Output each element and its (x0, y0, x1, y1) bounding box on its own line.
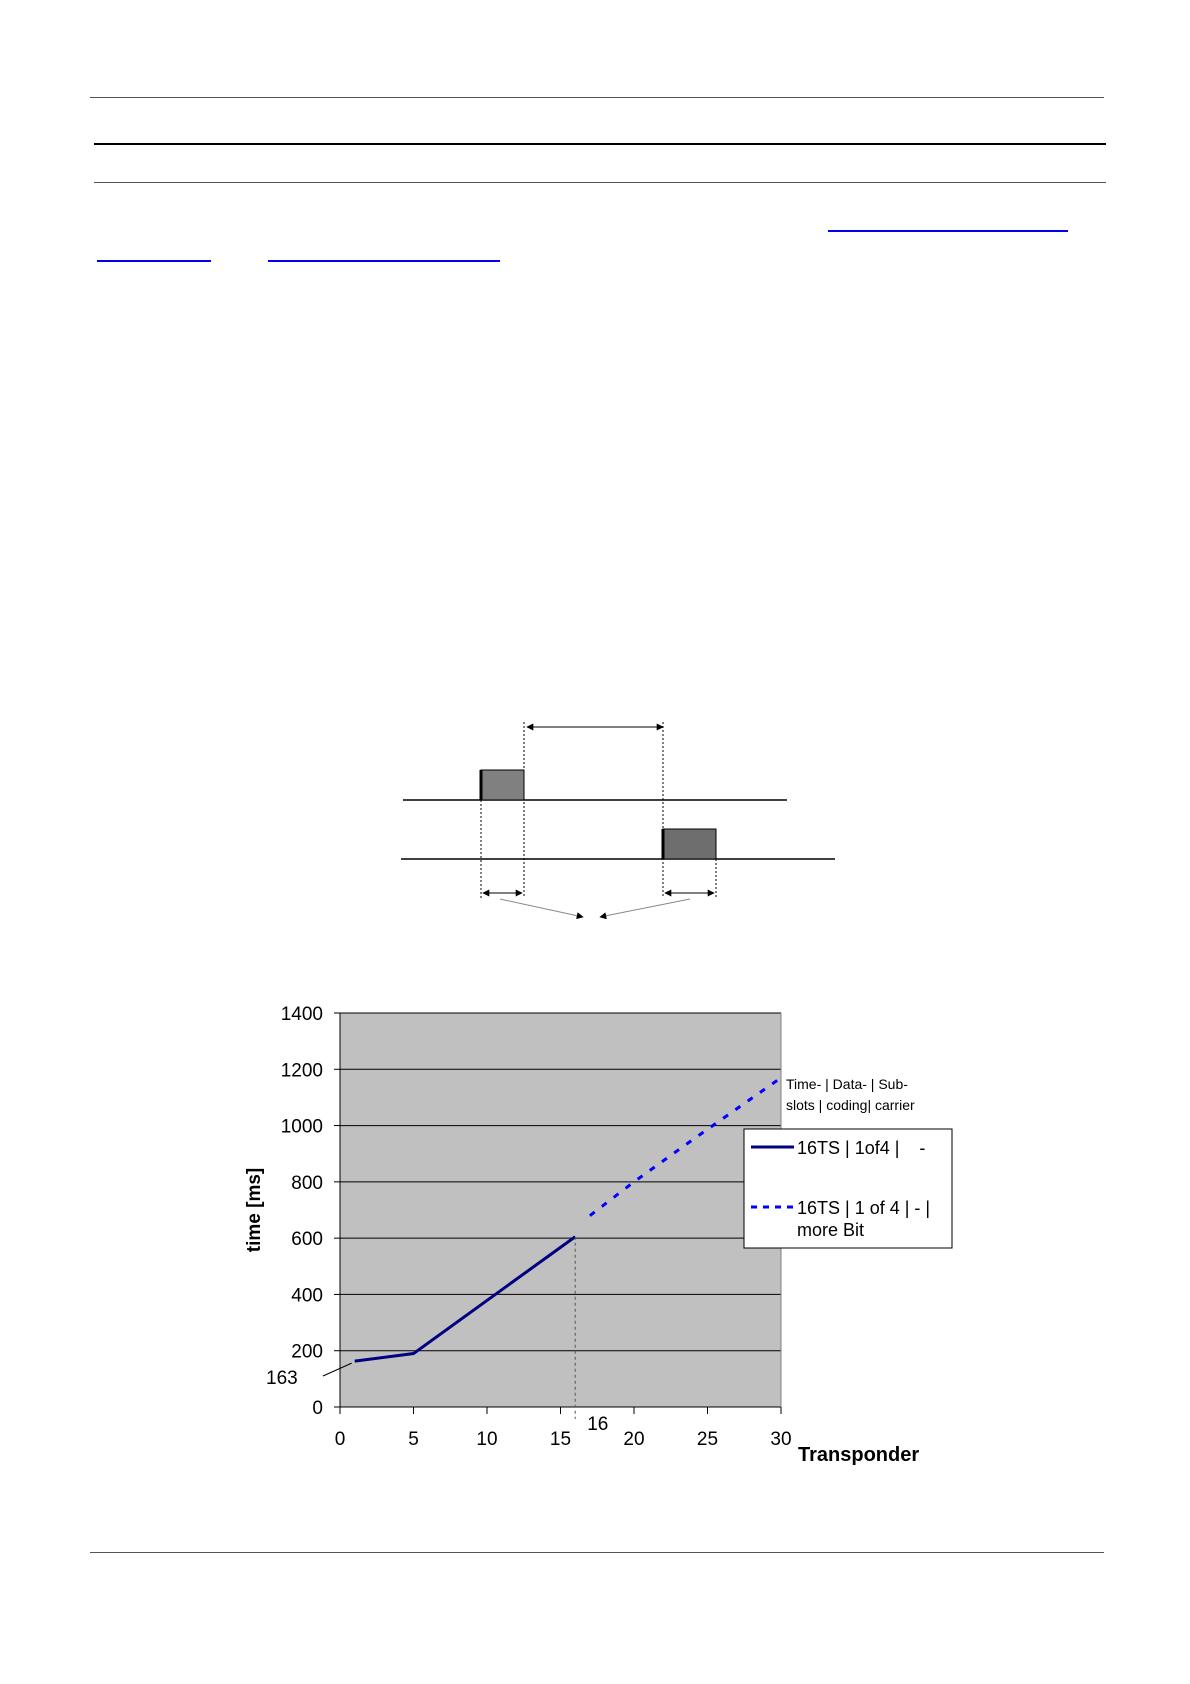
footer-rule (90, 1552, 1104, 1553)
x-tick-label: 25 (696, 1429, 719, 1450)
annotation-163: 163 (266, 1368, 298, 1389)
legend-entry-solid: 16TS | 1of4 | - (797, 1138, 926, 1158)
x-axis-label: Transponder (798, 1444, 920, 1466)
annotation-16: 16 (587, 1414, 609, 1435)
y-tick-label: 1200 (280, 1060, 323, 1082)
y-tick-label: 600 (291, 1229, 323, 1251)
y-tick-label: 200 (291, 1341, 323, 1363)
legend-entry-dashed-line-2: more Bit (797, 1220, 865, 1240)
y-tick-label: 800 (291, 1172, 323, 1194)
y-axis-label: time [ms] (244, 1167, 265, 1253)
x-tick-label: 0 (334, 1429, 346, 1450)
x-tick-label: 10 (476, 1429, 498, 1450)
legend-header-line-2: slots | coding| carrier (786, 1097, 915, 1113)
y-tick-label: 400 (291, 1285, 323, 1307)
x-tick-label: 5 (408, 1429, 419, 1450)
x-tick-label: 15 (549, 1429, 572, 1450)
x-tick-label: 30 (770, 1429, 792, 1450)
y-tick-label: 0 (312, 1398, 323, 1419)
x-tick-label: 20 (623, 1429, 645, 1450)
legend-entry-dashed-line-1: 16TS | 1 of 4 | - | (797, 1198, 931, 1218)
y-tick-label: 1400 (280, 1004, 323, 1025)
plot-area (340, 1013, 781, 1407)
y-tick-label: 1000 (280, 1116, 323, 1138)
legend-header-line-1: Time- | Data- | Sub- (786, 1076, 908, 1092)
